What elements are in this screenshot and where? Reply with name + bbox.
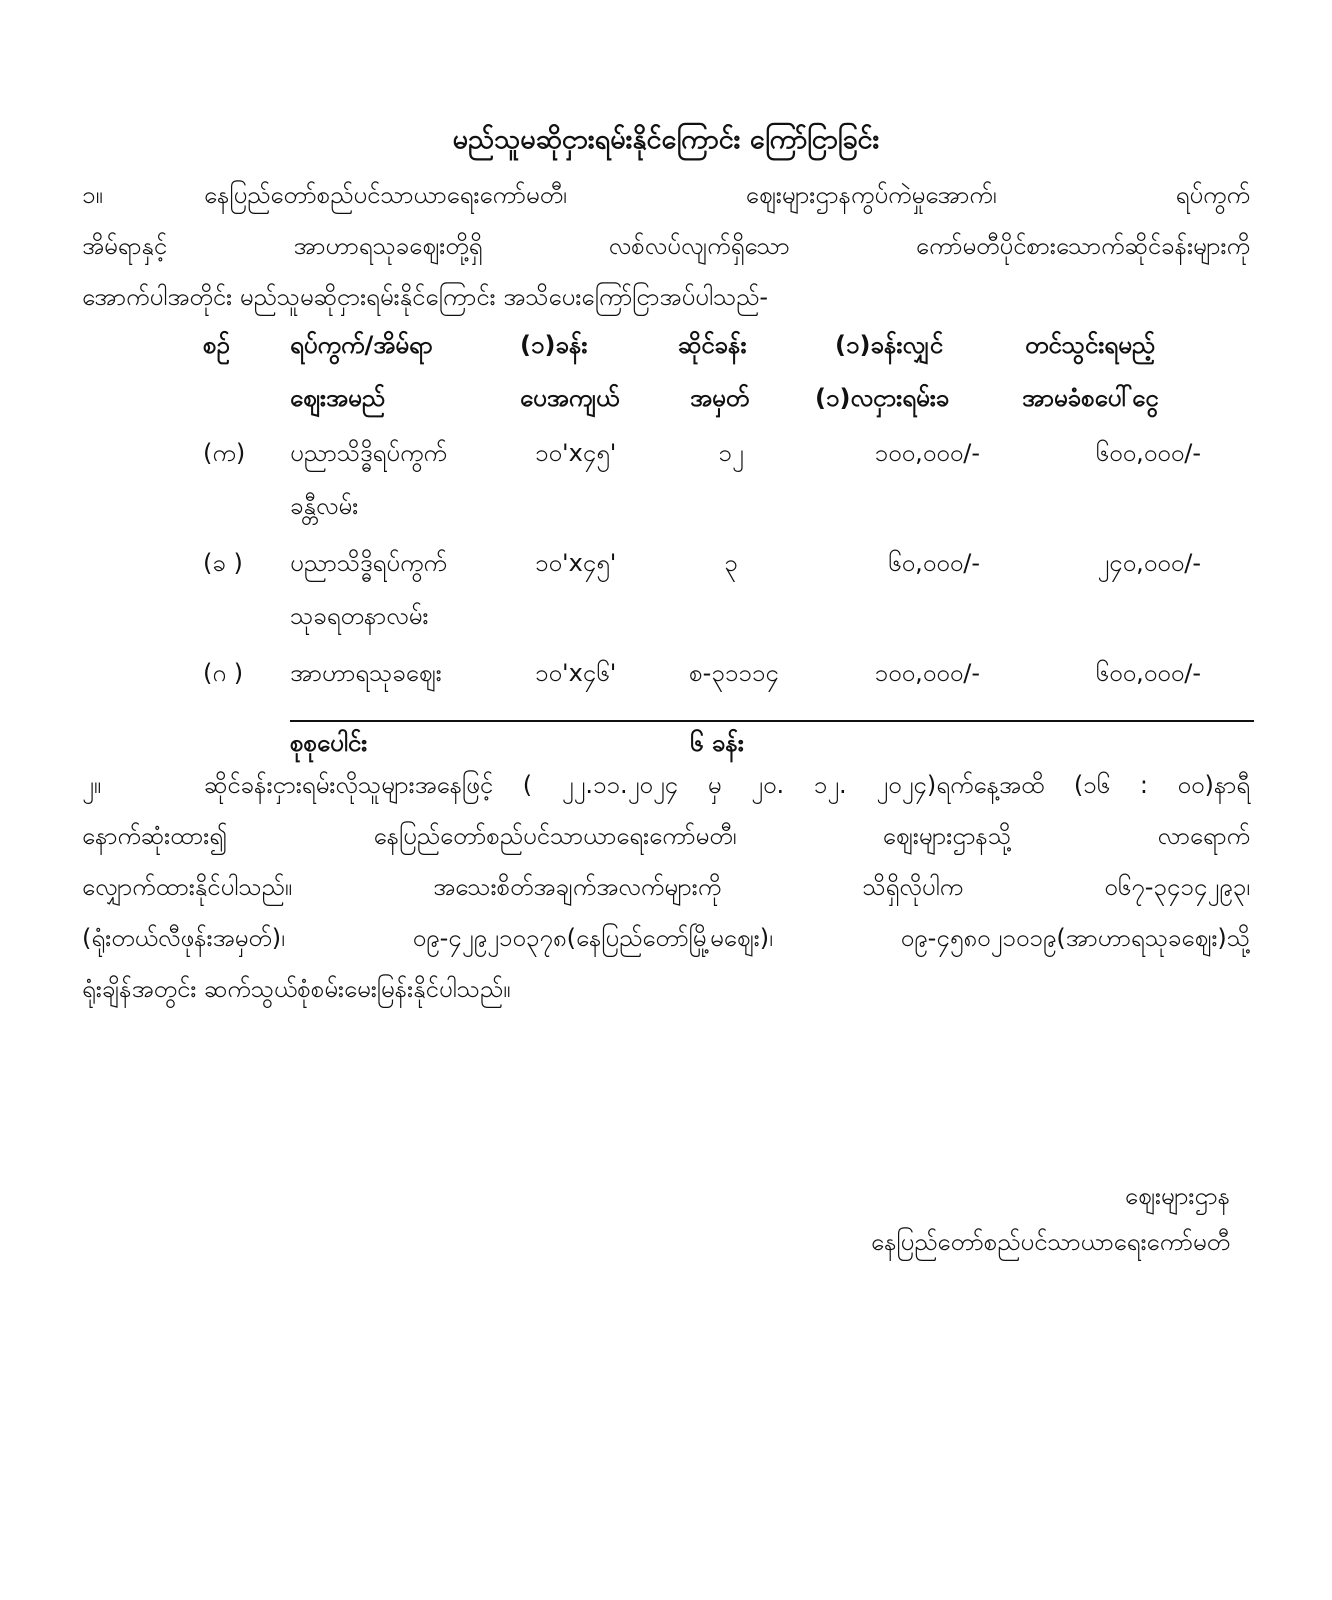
paragraph-1-line-3: အောက်ပါအတိုင်း မည်သူမဆိုငှားရမ်းနိုင်ကြောင်း အသိပေးကြော်ငြာအပ်ပါသည်- bbox=[82, 283, 769, 311]
header-shop-line-2: အမှတ် bbox=[690, 384, 750, 412]
paragraph-2-line-5: ရုံးချိန်အတွင်း ဆက်သွယ်စုံစမ်းမေးမြန်းနိုင်ပါသည်။ bbox=[82, 975, 511, 1003]
row-size: ၁၀'x၄၅' bbox=[535, 549, 617, 577]
header-ward-line-2: ဈေးအမည် bbox=[290, 384, 385, 412]
paragraph-2-line-3: လျှောက်ထားနိုင်ပါသည်။ အသေးစိတ်အချက်အလက်များကို သိရှိလိုပါက ၀၆၇-၃၄၁၄၂၉၃၊ bbox=[82, 873, 1250, 901]
paragraph-1-number: ၁။ bbox=[82, 181, 103, 209]
header-size-line-2: ပေအကျယ် bbox=[520, 384, 620, 412]
header-ward-line-1: ရပ်ကွက်/အိမ်ရာ bbox=[290, 331, 433, 359]
paragraph-2-line-1-text: ဆိုင်ခန်းငှားရမ်းလိုသူများအနေဖြင့် ( ၂၂.၁၁.၂၀၂၄ မှ ၂၀. ၁၂. ၂၀၂၄)ရက်နေ့အထိ (၁၆ : ၀၀)နာရီ bbox=[204, 771, 1250, 799]
header-rent-line-1: (၁)ခန်းလျှင် bbox=[835, 331, 943, 359]
paragraph-2-line-4: (ရုံးတယ်လီဖုန်းအမှတ်)၊ ၀၉-၄၂၉၂၁၀၃၇၈(နေပြည်တော်မြို့မဈေး)၊ ၀၉-၄၅၈၀၂၁၀၁၉(အာဟာရသုခဈေး)သို့ bbox=[82, 924, 1250, 952]
row-rent: ၆၀,၀၀၀/- bbox=[888, 549, 980, 577]
paragraph-2-line-1 bbox=[82, 760, 1250, 811]
row-no: (ဂ ) bbox=[203, 659, 244, 687]
row-ward: ပညာသိဒ္ဓိရပ်ကွက် bbox=[290, 439, 447, 467]
row-deposit: ၂၄၀,၀၀၀/- bbox=[1097, 549, 1201, 577]
header-size-line-1: (၁)ခန်း bbox=[520, 331, 588, 359]
signature-committee: နေပြည်တော်စည်ပင်သာယာရေးကော်မတီ bbox=[871, 1228, 1230, 1256]
row-deposit: ၆၀၀,၀၀၀/- bbox=[1095, 439, 1201, 467]
row-ward: အာဟာရသုခဈေး bbox=[290, 659, 442, 687]
row-rent: ၁၀၀,၀၀၀/- bbox=[874, 659, 980, 687]
total-label: စုစုပေါင်း bbox=[290, 729, 368, 757]
row-rent: ၁၀၀,၀၀၀/- bbox=[874, 439, 980, 467]
row-shop-no: ၁၂ bbox=[718, 439, 744, 467]
row-shop-no: ၃ bbox=[724, 549, 738, 577]
row-street: ခန္တီလမ်း bbox=[290, 492, 359, 520]
paragraph-1-line-1-text: နေပြည်တော်စည်ပင်သာယာရေးကော်မတီ၊ ဈေးများဌာနကွပ်ကဲမှုအောက်၊ ရပ်ကွက် bbox=[204, 181, 1250, 209]
header-shop-line-1: ဆိုင်ခန်း bbox=[678, 331, 747, 359]
total-divider bbox=[290, 720, 1254, 722]
total-value: ၆ ခန်း bbox=[690, 729, 744, 757]
paragraph-2-number: ၂။ bbox=[82, 771, 102, 799]
header-no: စဉ် bbox=[203, 331, 230, 359]
header-deposit-line-2: အာမခံစပေါ်ငွေ bbox=[1022, 384, 1159, 412]
header-deposit-line-1: တင်သွင်းရမည့် bbox=[1025, 331, 1155, 359]
paragraph-2-line-2: နောက်ဆုံးထား၍ နေပြည်တော်စည်ပင်သာယာရေးကော်မတီ၊ ဈေးများဌာနသို့ လာရောက် bbox=[82, 822, 1250, 850]
row-no: (ခ ) bbox=[203, 549, 243, 577]
header-rent-line-2: (၁)လငှားရမ်းခ bbox=[815, 384, 950, 412]
row-no: (က) bbox=[203, 439, 246, 467]
signature-department: ဈေးများဌာန bbox=[1124, 1182, 1230, 1210]
paragraph-1 bbox=[82, 170, 1250, 323]
paragraph-1-line-1 bbox=[82, 170, 1250, 221]
paragraph-1-line-2: အိမ်ရာနှင့် အာဟာရသုခဈေးတို့ရှိ လစ်လပ်လျက်ရှိသော ကော်မတီပိုင်စားသောက်ဆိုင်ခန်းများကို bbox=[82, 232, 1250, 260]
row-deposit: ၆၀၀,၀၀၀/- bbox=[1095, 659, 1201, 687]
row-ward: ပညာသိဒ္ဓိရပ်ကွက် bbox=[290, 549, 447, 577]
row-size: ၁၀'x၄၅' bbox=[535, 439, 617, 467]
paragraph-2 bbox=[82, 760, 1250, 1015]
row-shop-no: စ-၃၁၁၁၄ bbox=[689, 659, 779, 687]
row-size: ၁၀'x၄၆' bbox=[535, 659, 617, 687]
notice-title: မည်သူမဆိုငှားရမ်းနိုင်ကြောင်း ကြော်ငြာခြင်း bbox=[452, 124, 880, 155]
row-street: သုခရတနာလမ်း bbox=[290, 602, 429, 630]
